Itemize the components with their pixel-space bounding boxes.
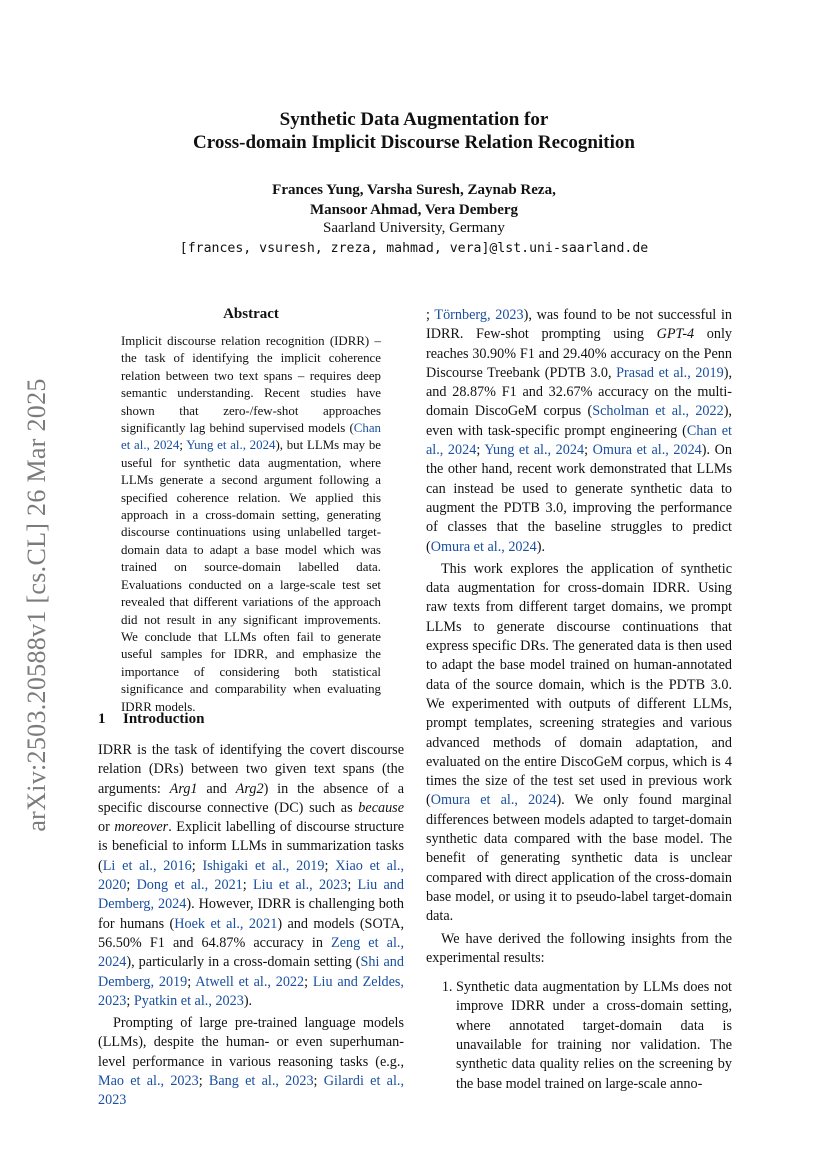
citation-link[interactable]: Dong et al., 2021	[136, 877, 243, 894]
citation-link[interactable]: Zeng et al., 2024	[98, 934, 404, 971]
citation-separator: ;	[426, 307, 435, 323]
citation-link[interactable]: Yung et al., 2024	[484, 442, 585, 459]
body-text: ).	[536, 538, 545, 555]
citation-separator: ;	[126, 992, 134, 1009]
citation-separator: ;	[476, 442, 485, 459]
author-list	[0, 180, 828, 220]
abstract-body	[121, 333, 381, 716]
citation-link[interactable]: Prasad et al., 2019	[616, 364, 724, 381]
body-text: ). On the other hand, recent work demonstrated that LLMs can instead be used to generate synthetic data to augment the PDTB 3.0, improving the performance of classes that the baseline struggles to predict (	[426, 442, 732, 555]
citation-separator: ;	[126, 877, 137, 894]
author-emails: [frances, vsuresh, zreza, mahmad, vera]@lst.uni-saarland.de	[179, 241, 649, 256]
body-text: This work explores the application of synthetic data augmentation for cross-domain IDRR. Using raw texts from different target domains, we prompt LLMs to generate discourse continuations that express specific DRs. The generated data is then used to adapt the base model trained on human-annotated data of the source domain, which is the PDTB 3.0. We experimented with outputs of different LLMs, prompt templates, screening strategies and various advanced methods of domain adaptation, and evaluated on the entire DiscoGeM corpus, which is 4 times the size of the test set used in previous work (	[426, 560, 732, 809]
body-text: ).	[243, 992, 253, 1009]
citation-link[interactable]: Ishigaki et al., 2019	[202, 857, 325, 874]
citation-separator: ;	[198, 1073, 209, 1090]
citation-separator: ;	[347, 877, 358, 894]
citation-link[interactable]: Shi and Demberg, 2019	[98, 954, 404, 990]
body-text: ). However, IDRR is challenging both for humans (	[98, 896, 404, 932]
intro-paragraph-2	[98, 1014, 404, 1110]
abstract-text-1: Implicit discourse relation recognition (IDRR) – the task of identifying the implicit coherence relation between two text spans – requires deep semantic understanding. Recent studies have shown that zero-/few-shot approaches significantly lag behind supervised models (	[121, 334, 381, 436]
section-number: 1	[98, 711, 106, 727]
authors-line-2: Mansoor Ahmad, Vera Demberg	[309, 202, 519, 218]
italic-term: Arg1	[169, 780, 198, 797]
citation-link[interactable]: Omura et al., 2024	[430, 538, 537, 555]
insight-item-1: 1. Synthetic data augmentation by LLMs does not improve IDRR under a cross-domain setting, where annotated target-domain data is unavailable for training nor validation. The synthetic data quality relies on the screening by the base model trained on large-scale anno-	[456, 978, 732, 1094]
citation-link[interactable]: Scholman et al., 2022	[592, 403, 724, 420]
intro-paragraph-3	[426, 560, 732, 927]
citation-separator: ;	[304, 973, 313, 990]
abstract-heading: Abstract	[223, 306, 279, 322]
citation-separator: ;	[584, 442, 593, 459]
citation-link[interactable]: Törnberg, 2023	[434, 307, 524, 323]
insights-list	[426, 978, 732, 1094]
citation-link[interactable]: Gilardi et al., 2023	[98, 1073, 405, 1109]
italic-term: because	[358, 799, 404, 816]
body-text: and	[197, 780, 236, 797]
citation-separator: ;	[324, 857, 336, 874]
citation-link[interactable]: Li et al., 2016	[102, 857, 192, 874]
citation-separator: ;	[313, 1073, 324, 1090]
authors-line-1: Frances Yung, Varsha Suresh, Zaynab Reza,	[272, 182, 556, 198]
citation-link[interactable]: Hoek et al., 2021	[174, 915, 278, 932]
italic-term: moreover	[114, 819, 169, 836]
citation-link[interactable]: Liu et al., 2023	[252, 877, 348, 894]
section-heading-introduction	[98, 711, 204, 728]
body-text: . Explicit labelling of discourse structure is beneficial to inform LLMs in summarization tasks (	[98, 819, 404, 874]
citation-link[interactable]: Bang et al., 2023	[208, 1073, 314, 1090]
intro-paragraph-4: We have derived the following insights from the experimental results:	[426, 930, 732, 966]
citation-separator: ;	[191, 857, 203, 874]
title-line-2: Cross-domain Implicit Discourse Relation Recognition	[193, 132, 635, 153]
left-column-body	[98, 741, 404, 1111]
citation-separator: ;	[187, 973, 196, 990]
citation-link[interactable]: Xiao et al., 2020	[98, 857, 404, 894]
body-text: ) in the absence of a specific discourse connective (DC) such as	[98, 780, 404, 816]
abstract-text-2: ), but LLMs may be useful for synthetic data augmentation, where LLMs generate a second argument following a specified coherence relation. We applied this approach in a cross-domain setting, generating discourse continuations using unlabelled target-domain data to adapt a base model which was trained on source-domain labelled data. Evaluations conducted on a large-scale test set revealed that different variations of the approach did not result in any significant improvements. We conclude that LLMs often fail to generate useful samples for IDRR, and emphasize the importance of considering both statistical significance and comparability when evaluating IDRR models.	[121, 438, 382, 714]
citation-link[interactable]: Chan et al., 2024	[426, 422, 732, 459]
body-text: ) and models (SOTA, 56.50% F1 and 64.87% accuracy in	[98, 915, 405, 951]
italic-term: GPT-4	[656, 326, 695, 343]
citation-link[interactable]: Yung et al., 2024	[186, 438, 276, 453]
body-text: ). We only found marginal differences between models adapted to target-domain synthetic data compared with the base model. The benefit of generating synthetic data is unclear compared with direct application of the cross-domain base model, or using it to pseudo-label target-domain data.	[426, 792, 733, 925]
arxiv-stamp	[22, 360, 52, 850]
intro-paragraph-2-continued	[426, 306, 732, 557]
body-text: Prompting of large pre-trained language models (LLMs), despite the human- or even superhuman-level performance in various reasoning tasks (e.g.,	[98, 1015, 404, 1070]
paper-title	[0, 108, 828, 154]
body-text: ), and 28.87% F1 and 32.67% accuracy on the multi-domain DiscoGeM corpus (	[426, 364, 732, 420]
body-text: ), particularly in a cross-domain setting (	[126, 954, 361, 971]
citation-link[interactable]: Pyatkin et al., 2023	[133, 992, 244, 1009]
citation-link[interactable]: Omura et al., 2024	[430, 792, 557, 809]
citation-link[interactable]: Mao et al., 2023	[98, 1073, 199, 1090]
body-text: ), was found to be not successful in IDRR. Few-shot prompting using	[426, 307, 733, 343]
affiliation: Saarland University, Germany	[323, 220, 505, 236]
citation-link[interactable]: Omura et al., 2024	[592, 442, 702, 459]
body-text: only reaches 30.90% F1 and 29.40% accuracy on the Penn Discourse Treebank (PDTB 3.0,	[426, 326, 732, 381]
citation-link[interactable]: Atwell et al., 2022	[195, 973, 305, 990]
title-line-1: Synthetic Data Augmentation for	[279, 109, 549, 130]
citation-link[interactable]: Liu and Zeldes, 2023	[98, 973, 404, 1009]
section-title: Introduction	[123, 711, 205, 727]
intro-paragraph-1	[98, 741, 404, 1011]
body-text: ), even with task-specific prompt engineering (	[426, 403, 732, 439]
arxiv-identifier: arXiv:2503.20588v1 [cs.CL] 26 Mar 2025	[22, 378, 51, 832]
right-column-body	[426, 306, 732, 1094]
citation-link[interactable]: Chan et al., 2024	[121, 421, 381, 453]
body-text: or	[98, 819, 115, 836]
body-text: IDRR is the task of identifying the covert discourse relation (DRs) between two given text spans (the arguments:	[98, 742, 404, 797]
citation-link[interactable]: Liu and Demberg, 2024	[98, 877, 404, 913]
citation-separator: ;	[179, 438, 187, 453]
citation-separator: ;	[242, 877, 253, 894]
italic-term: Arg2	[235, 780, 264, 797]
